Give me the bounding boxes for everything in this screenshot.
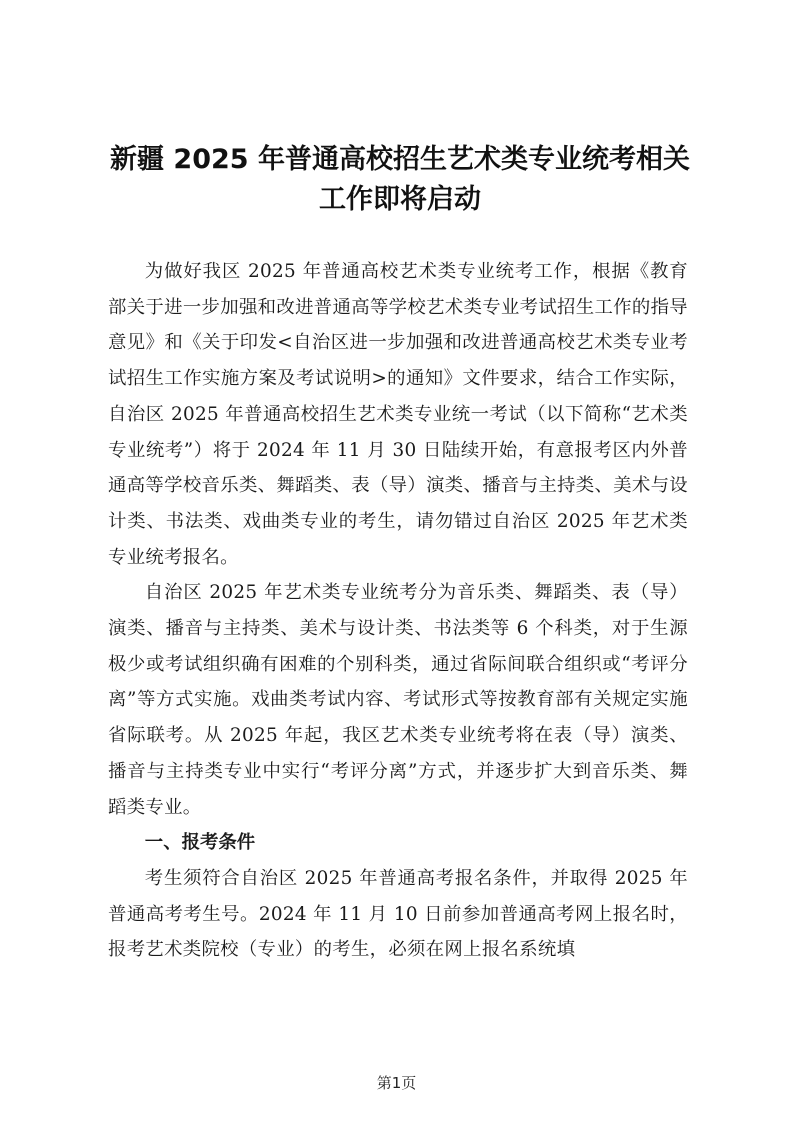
section-heading: 一、报考条件 — [144, 832, 256, 854]
document-title: 新疆 2025 年普通高校招生艺术类专业统考相关工作即将启动 — [110, 144, 690, 215]
body-paragraph-2: 自治区 2025 年艺术类专业统考分为音乐类、舞蹈类、表（导）演类、播音与主持类、美术与设计类、书法类等 6 个科类，对于生源极少或考试组织确有困难的个别科类，通过省际间联合组织或“考评分离”等方式实施。戏曲类考试内容、考试形式等按教育部有关规定实施省际联考。从 2025 年起，我区艺术类专业统考将在表（导）演类、播音与主持类专业中实行“考评分离”方式，并逐步扩大到音乐类、舞蹈类专业。 — [108, 582, 688, 818]
section-paragraph: 考生须符合自治区 2025 年普通高考报名条件，并取得 2025 年普通高考考生号。2024 年 11 月 10 日前参加普通高考网上报名时，报考艺术类院校（专业）的考生，必须在网上报名系统填 — [108, 867, 688, 961]
document-body — [108, 254, 688, 968]
body-paragraph-1: 为做好我区 2025 年普通高校艺术类专业统考工作，根据《教育部关于进一步加强和改进普通高等学校艺术类专业考试招生工作的指导意见》和《关于印发<自治区进一步加强和改进普通高校艺术类专业考试招生工作实施方案及考试说明>的通知》文件要求，结合工作实际，自治区 2025 年普通高校招生艺术类专业统一考试（以下简称“艺术类专业统考”）将于 2024 年 11 月 30 日陆续开始，有意报考区内外普通高等学校音乐类、舞蹈类、表（导）演类、播音与主持类、美术与设计类、书法类、戏曲类专业的考生，请勿错过自治区 2025 年艺术类专业统考报名。 — [108, 261, 688, 568]
page-number: 第1页 — [376, 1074, 417, 1092]
